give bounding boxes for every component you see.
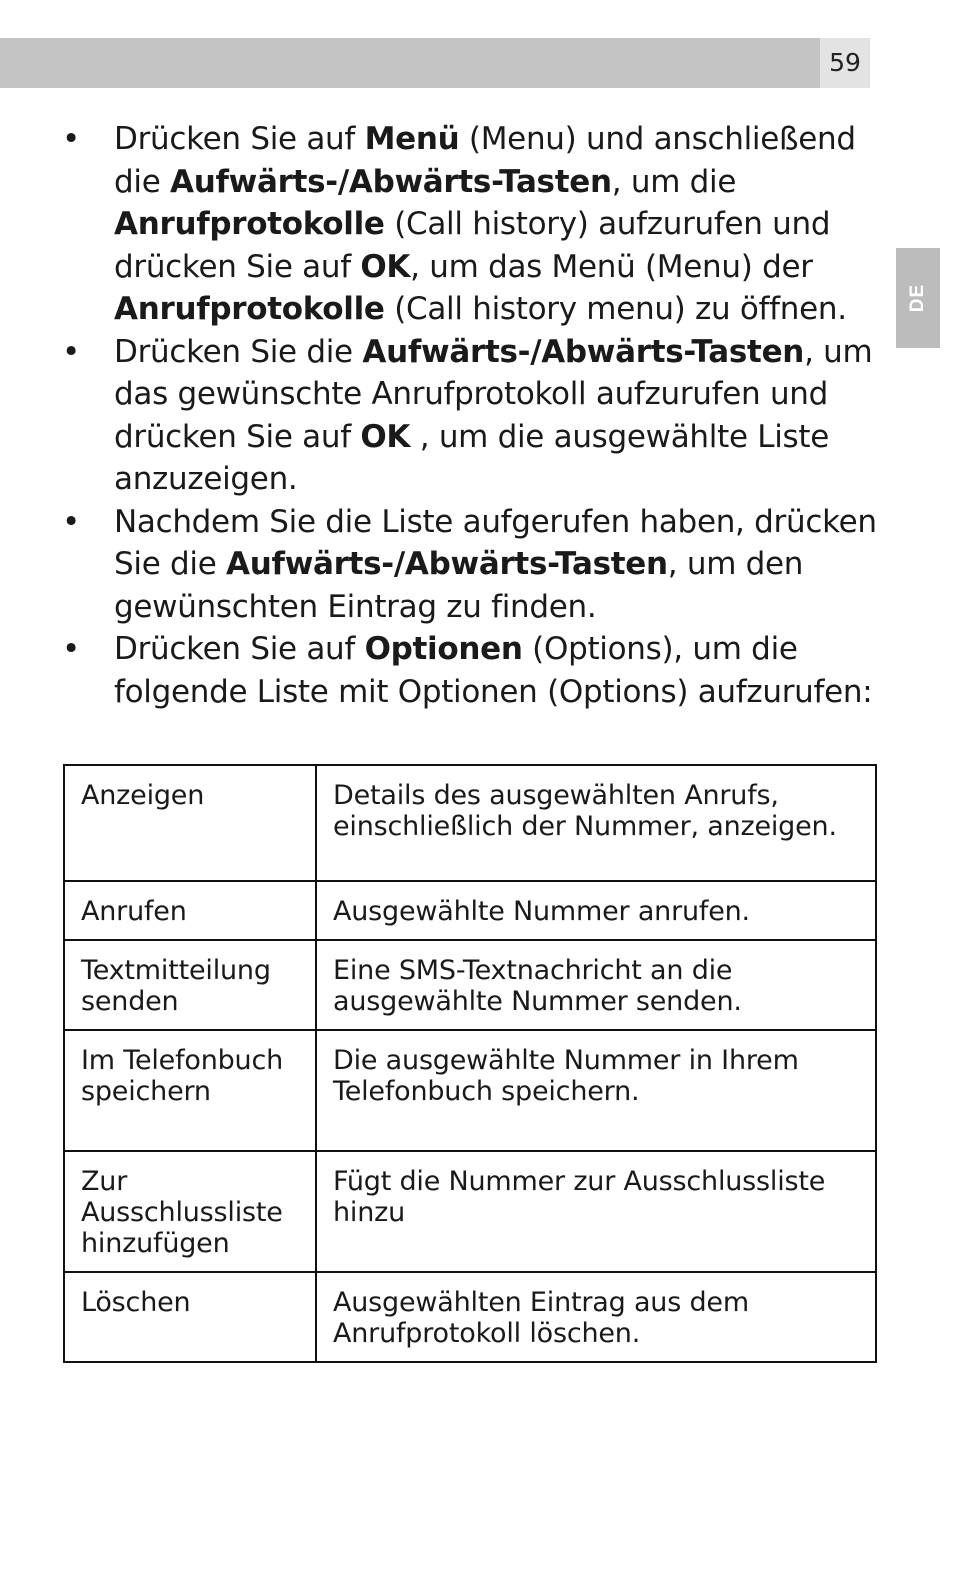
option-name: Im Telefonbuch speichern <box>64 1030 316 1151</box>
option-description: Details des ausgewählten Anrufs, einschließlich der Nummer, anzeigen. <box>316 765 876 881</box>
bold-term: OK <box>360 418 411 455</box>
instruction-item <box>62 501 882 629</box>
instruction-text: , um die ausgewählte Liste anzuzeigen. <box>114 418 830 497</box>
option-name: Anrufen <box>64 881 316 940</box>
page-number: 59 <box>820 38 870 88</box>
table-row <box>64 765 876 881</box>
option-description: Die ausgewählte Nummer in Ihrem Telefonbuch speichern. <box>316 1030 876 1151</box>
bold-term: Aufwärts-/Abwärts-Tasten <box>170 163 612 200</box>
language-tab <box>896 248 940 348</box>
instruction-text: , um den gewünschten Eintrag zu finden. <box>114 546 804 625</box>
instruction-text: Drücken Sie die <box>114 333 363 370</box>
table-row <box>64 940 876 1030</box>
option-name: Textmitteilung senden <box>64 940 316 1030</box>
instruction-item <box>62 628 882 713</box>
instruction-item <box>62 331 882 501</box>
instruction-text: (Call history menu) zu öffnen. <box>384 291 847 327</box>
options-table <box>63 764 877 1363</box>
table-row <box>64 1030 876 1151</box>
table-row <box>64 1151 876 1272</box>
instruction-list <box>62 118 882 713</box>
bold-term: Aufwärts-/Abwärts-Tasten <box>226 546 668 582</box>
table-row <box>64 1272 876 1362</box>
option-name: Anzeigen <box>64 765 316 881</box>
instruction-text: (Options), um die folgende Liste mit Optionen (Options) aufzurufen: <box>114 631 873 710</box>
instruction-text: Drücken Sie auf <box>114 121 365 157</box>
instruction-text: Nachdem Sie die Liste aufgerufen haben, drücken Sie die <box>114 503 877 582</box>
bold-term: Anrufprotokolle <box>114 206 385 242</box>
option-description: Eine SMS-Textnachricht an die ausgewählte Nummer senden. <box>316 940 876 1030</box>
option-description: Fügt die Nummer zur Ausschlussliste hinzu <box>316 1151 876 1272</box>
header-bar <box>0 38 820 88</box>
bold-term: Aufwärts-/Abwärts-Tasten <box>362 333 805 370</box>
option-name: Zur Ausschlussliste hinzufügen <box>64 1151 316 1272</box>
bold-term: Optionen <box>364 631 523 667</box>
instruction-text: , um das gewünschte Anrufprotokoll aufzurufen und drücken Sie auf <box>114 333 873 455</box>
option-description: Ausgewählten Eintrag aus dem Anrufprotokoll löschen. <box>316 1272 876 1362</box>
language-tab-label: DE <box>907 283 928 313</box>
table-row <box>64 881 876 940</box>
option-name: Löschen <box>64 1272 316 1362</box>
instruction-text: (Call history) aufzurufen und drücken Sie auf <box>114 206 831 285</box>
bold-term: OK <box>360 248 411 285</box>
bold-term: Anrufprotokolle <box>114 291 385 327</box>
instruction-text: (Menu) und anschließend die <box>114 121 856 200</box>
option-description: Ausgewählte Nummer anrufen. <box>316 881 876 940</box>
bold-term: Menü <box>364 121 460 157</box>
instruction-text: , um die <box>611 163 737 200</box>
instruction-text: , um das Menü (Menu) der <box>410 248 813 285</box>
instruction-item <box>62 118 882 331</box>
instruction-text: Drücken Sie auf <box>114 631 365 667</box>
